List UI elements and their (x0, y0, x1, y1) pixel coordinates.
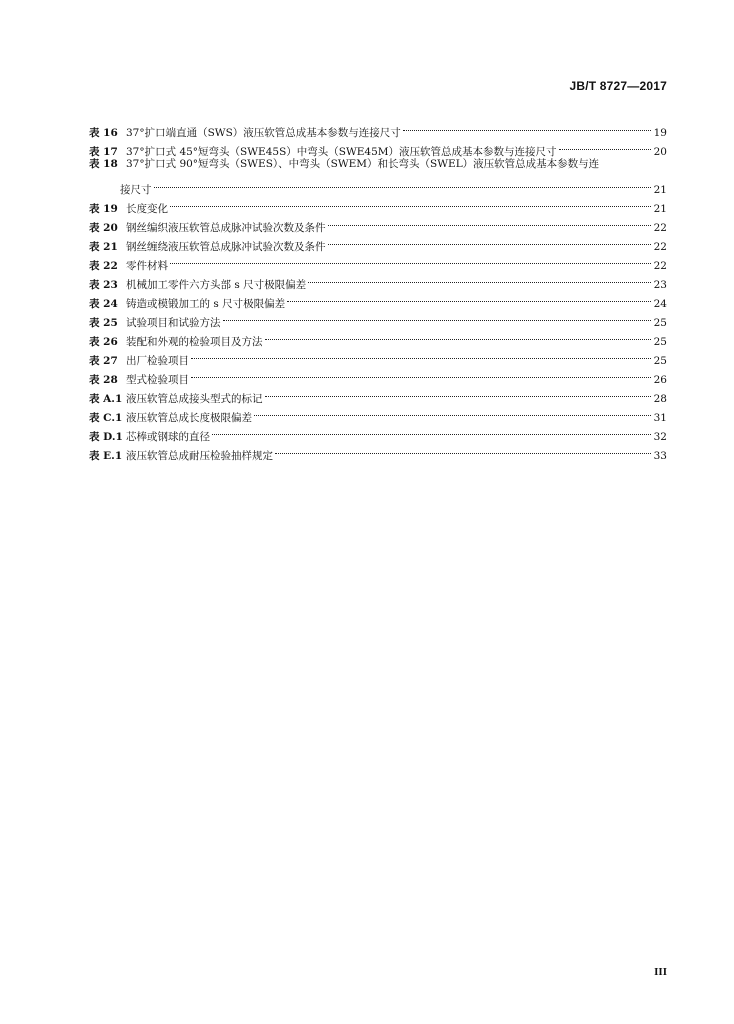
standard-number: JB/T 8727—2017 (569, 79, 667, 93)
toc-leader-dots (223, 307, 652, 326)
toc-leader-dots (328, 212, 652, 231)
toc-entry-page: 25 (653, 355, 667, 367)
toc-entry-page: 21 (653, 203, 667, 215)
toc-entry-title: 液压软管总成长度极限偏差 (126, 412, 252, 424)
toc-leader-dots (308, 269, 651, 288)
toc-entry-page: 23 (653, 279, 667, 291)
toc-leader-dots (265, 383, 652, 402)
toc-entry-title: 装配和外观的检验项目及方法 (126, 336, 263, 348)
toc-leader-dots (154, 174, 652, 193)
toc-entry-label: 表 19 (89, 203, 118, 215)
toc-leader-dots (170, 250, 651, 269)
toc-entry-label: 表 25 (89, 317, 118, 329)
toc-entry-title: 长度变化 (126, 203, 168, 215)
toc-entry[interactable] (89, 117, 667, 139)
toc-entry-page: 32 (653, 431, 667, 443)
toc-entry[interactable] (89, 269, 667, 291)
toc-entry-label: 表 27 (89, 355, 118, 367)
toc-entry-page: 25 (653, 336, 667, 348)
toc-entry-title: 液压软管总成耐压检验抽样规定 (126, 450, 273, 462)
toc-entry-label: 表 17 (89, 146, 118, 158)
toc-entry-label: 表 21 (89, 241, 118, 253)
toc-entry-title: 37°扩口式 90°短弯头（SWES）、中弯头（SWEM）和长弯头（SWEL）液压软管总成基本参数与连 (126, 158, 600, 170)
toc-entry[interactable] (89, 212, 667, 234)
toc-entry-title: 钢丝编织液压软管总成脉冲试验次数及条件 (126, 222, 326, 234)
toc-entry-title: 钢丝缠绕液压软管总成脉冲试验次数及条件 (126, 241, 326, 253)
toc-entry-label: 表 A.1 (89, 393, 123, 405)
toc-entry-title: 芯棒或钢球的直径 (126, 431, 210, 443)
toc-leader-dots (170, 193, 651, 212)
toc-entry-label: 表 26 (89, 336, 118, 348)
toc-leader-dots (265, 326, 652, 345)
toc-leader-dots (287, 288, 651, 307)
toc-entry-label: 表 C.1 (89, 412, 123, 424)
toc-leader-dots (559, 136, 651, 155)
toc-leader-dots (191, 364, 651, 383)
toc-entry-label: 表 28 (89, 374, 118, 386)
toc-entry[interactable] (89, 155, 667, 174)
toc-entry-page: 24 (653, 298, 667, 310)
toc-leader-dots (212, 421, 651, 440)
toc-entry-page: 22 (653, 260, 667, 272)
toc-entry-title: 型式检验项目 (126, 374, 189, 386)
toc-entry-title: 零件材料 (126, 260, 168, 272)
toc-entry-label: 表 20 (89, 222, 118, 234)
toc-entry-label: 表 24 (89, 298, 118, 310)
table-of-contents (89, 117, 667, 462)
page-number: III (654, 966, 667, 978)
toc-entry-page: 21 (653, 184, 667, 196)
toc-entry-title: 试验项目和试验方法 (126, 317, 221, 329)
toc-entry[interactable] (89, 193, 667, 215)
toc-entry-title: 37°扩口端直通（SWS）液压软管总成基本参数与连接尺寸 (126, 127, 401, 139)
toc-entry-title-continued: 接尺寸 (120, 184, 152, 196)
toc-entry-page: 25 (653, 317, 667, 329)
toc-entry[interactable] (89, 250, 667, 272)
toc-entry-page: 26 (653, 374, 667, 386)
toc-entry-title: 铸造或模锻加工的 s 尺寸极限偏差 (126, 298, 286, 310)
toc-leader-dots (328, 231, 652, 250)
toc-entry-page: 20 (653, 146, 667, 158)
toc-entry-continuation[interactable] (89, 174, 667, 196)
toc-leader-dots (254, 402, 651, 421)
toc-entry-title: 液压软管总成接头型式的标记 (126, 393, 263, 405)
toc-entry-page: 31 (653, 412, 667, 424)
toc-entry-page: 22 (653, 241, 667, 253)
toc-entry-label: 表 23 (89, 279, 118, 291)
toc-entry-page: 28 (653, 393, 667, 405)
toc-entry-page: 33 (653, 450, 667, 462)
toc-entry-title: 出厂检验项目 (126, 355, 189, 367)
toc-leader-dots (275, 440, 651, 459)
toc-entry-page: 19 (653, 127, 667, 139)
toc-entry-title: 37°扩口式 45°短弯头（SWE45S）中弯头（SWE45M）液压软管总成基本参数与连接尺寸 (126, 146, 557, 158)
toc-entry-label: 表 E.1 (89, 450, 123, 462)
toc-leader-dots (403, 117, 651, 136)
toc-entry-title: 机械加工零件六方头部 s 尺寸极限偏差 (126, 279, 307, 291)
toc-entry-page: 22 (653, 222, 667, 234)
toc-entry-label: 表 16 (89, 127, 118, 139)
toc-leader-dots (191, 345, 651, 364)
toc-entry-label: 表 22 (89, 260, 118, 272)
toc-entry-label: 表 D.1 (89, 431, 123, 443)
toc-entry-label: 表 18 (89, 158, 118, 170)
